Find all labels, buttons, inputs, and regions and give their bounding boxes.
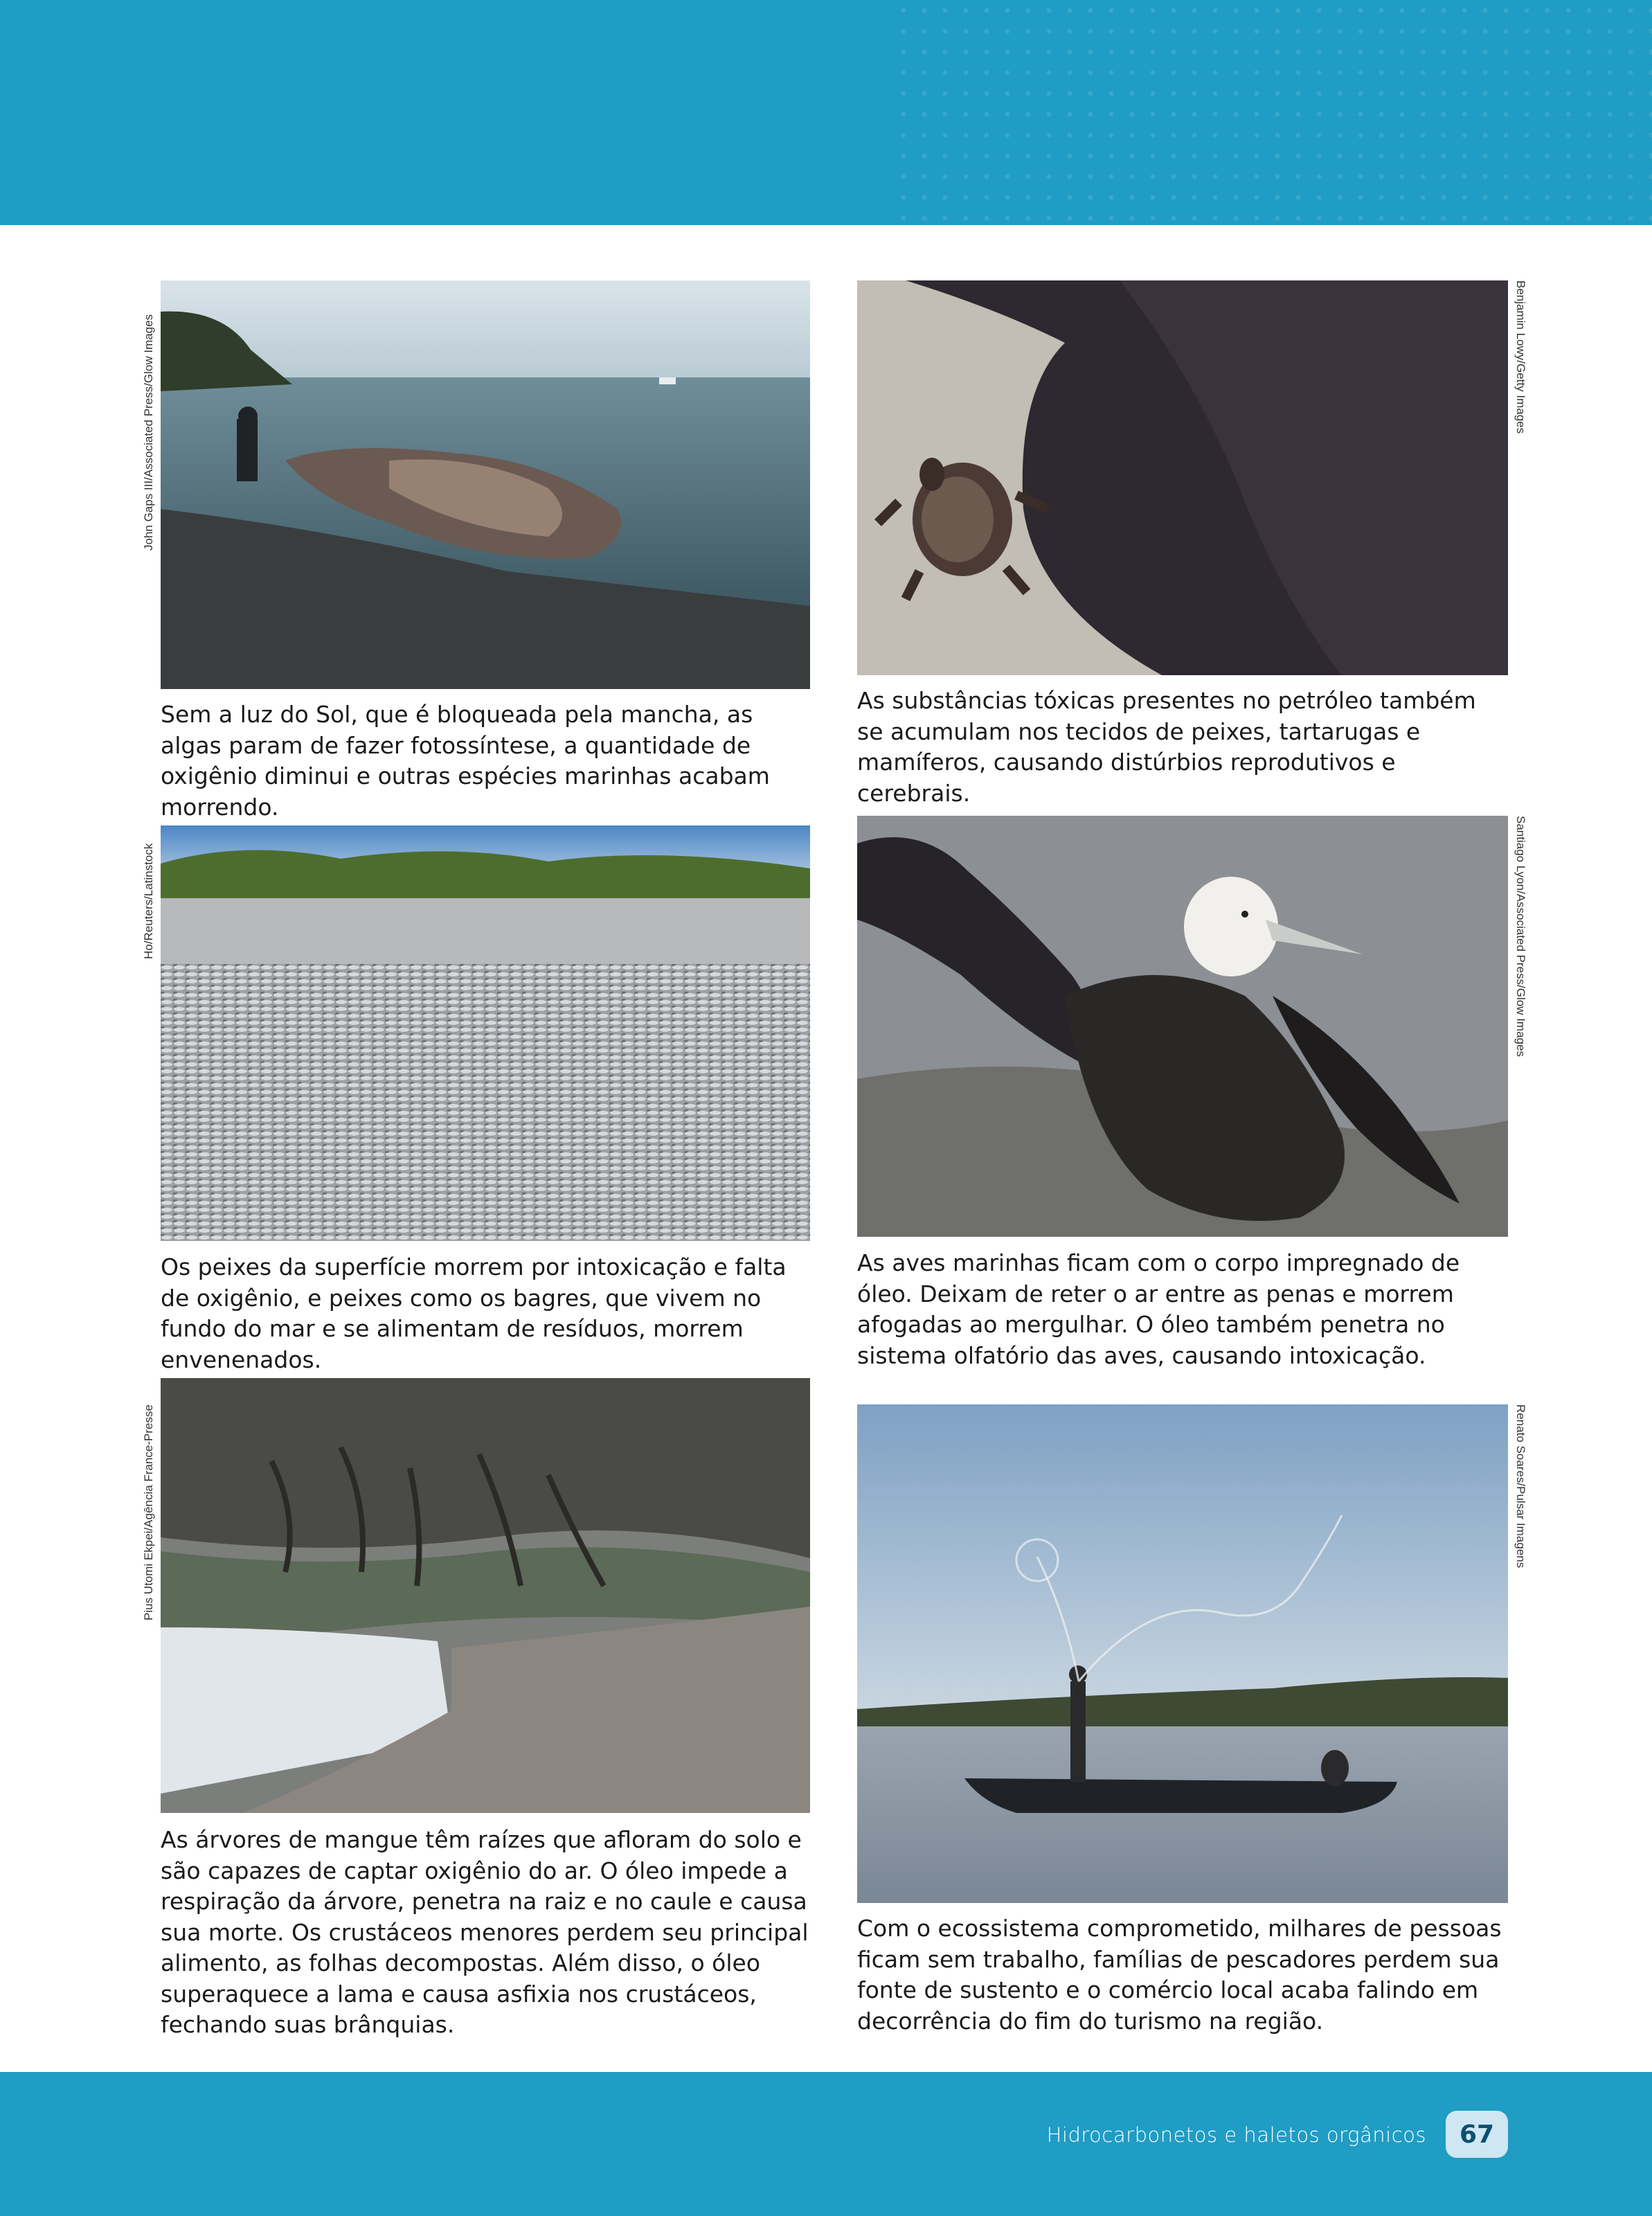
photo-dead-fish	[161, 825, 810, 1241]
caption-whale: Sem a luz do Sol, que é bloqueada pela mancha, as algas param de fazer fotossíntese, a quantidade de oxigênio diminui e outras espécies marinhas acabam morrendo.	[161, 701, 770, 821]
photo-oiled-mangrove	[161, 1378, 810, 1813]
credit-fisherman: Renato Soares/Pulsar Imagens	[1514, 1404, 1527, 1569]
photo-dead-whale	[161, 280, 810, 689]
credit-mangrove: Pius Utomi Ekpei/Agência France-Presse	[142, 1404, 155, 1620]
photo-fisherman	[857, 1404, 1508, 1903]
caption-fish: Os peixes da superfície morrem por intoxicação e falta de oxigênio, e peixes como os bagres, que vivem no fundo do mar e se alimentam de resíduos, morrem envenenados.	[161, 1253, 787, 1373]
credit-whale: John Gaps III/Associated Press/Glow Images	[142, 314, 155, 551]
caption-bird: As aves marinhas ficam com o corpo impregnado de óleo. Deixam de reter o ar entre as penas e morrem afogadas ao mergulhar. O óleo também penetra no sistema olfatório das aves, causando intoxicação.	[857, 1249, 1460, 1369]
photo-oiled-bird	[857, 816, 1508, 1237]
credit-fish: Ho/Reuters/Latinstock	[142, 843, 155, 959]
page-number: 67	[1446, 2111, 1508, 2158]
credit-turtle: Benjamin Lowy/Getty Images	[1514, 280, 1527, 434]
chapter-title: Hidrocarbonetos e haletos orgânicos	[1046, 2123, 1426, 2147]
caption-fisherman: Com o ecossistema comprometido, milhares de pessoas ficam sem trabalho, famílias de pescadores perdem sua fonte de sustento e o comércio local acaba falindo em decorrência do fim do turismo na região.	[857, 1915, 1502, 2035]
credit-bird: Santiago Lyon/Associated Press/Glow Images	[1514, 816, 1527, 1057]
header-band-solid	[0, 0, 900, 225]
caption-mangrove: As árvores de mangue têm raízes que afloram do solo e são capazes de captar oxigênio do ar. O óleo impede a respiração da árvore, penetra na raiz e no caule e causa sua morte. Os crustáceos menores perdem seu principal alimento, as folhas decompostas. Além disso, o óleo superaquece a lama e causa asfixia nos crustáceos, fechando suas brânquias.	[161, 1826, 809, 2038]
photo-oiled-turtle	[857, 280, 1508, 675]
caption-turtle: As substâncias tóxicas presentes no petróleo também se acumulam nos tecidos de peixes, tartarugas e mamíferos, causando distúrbios reprodutivos e cerebrais.	[857, 687, 1476, 807]
